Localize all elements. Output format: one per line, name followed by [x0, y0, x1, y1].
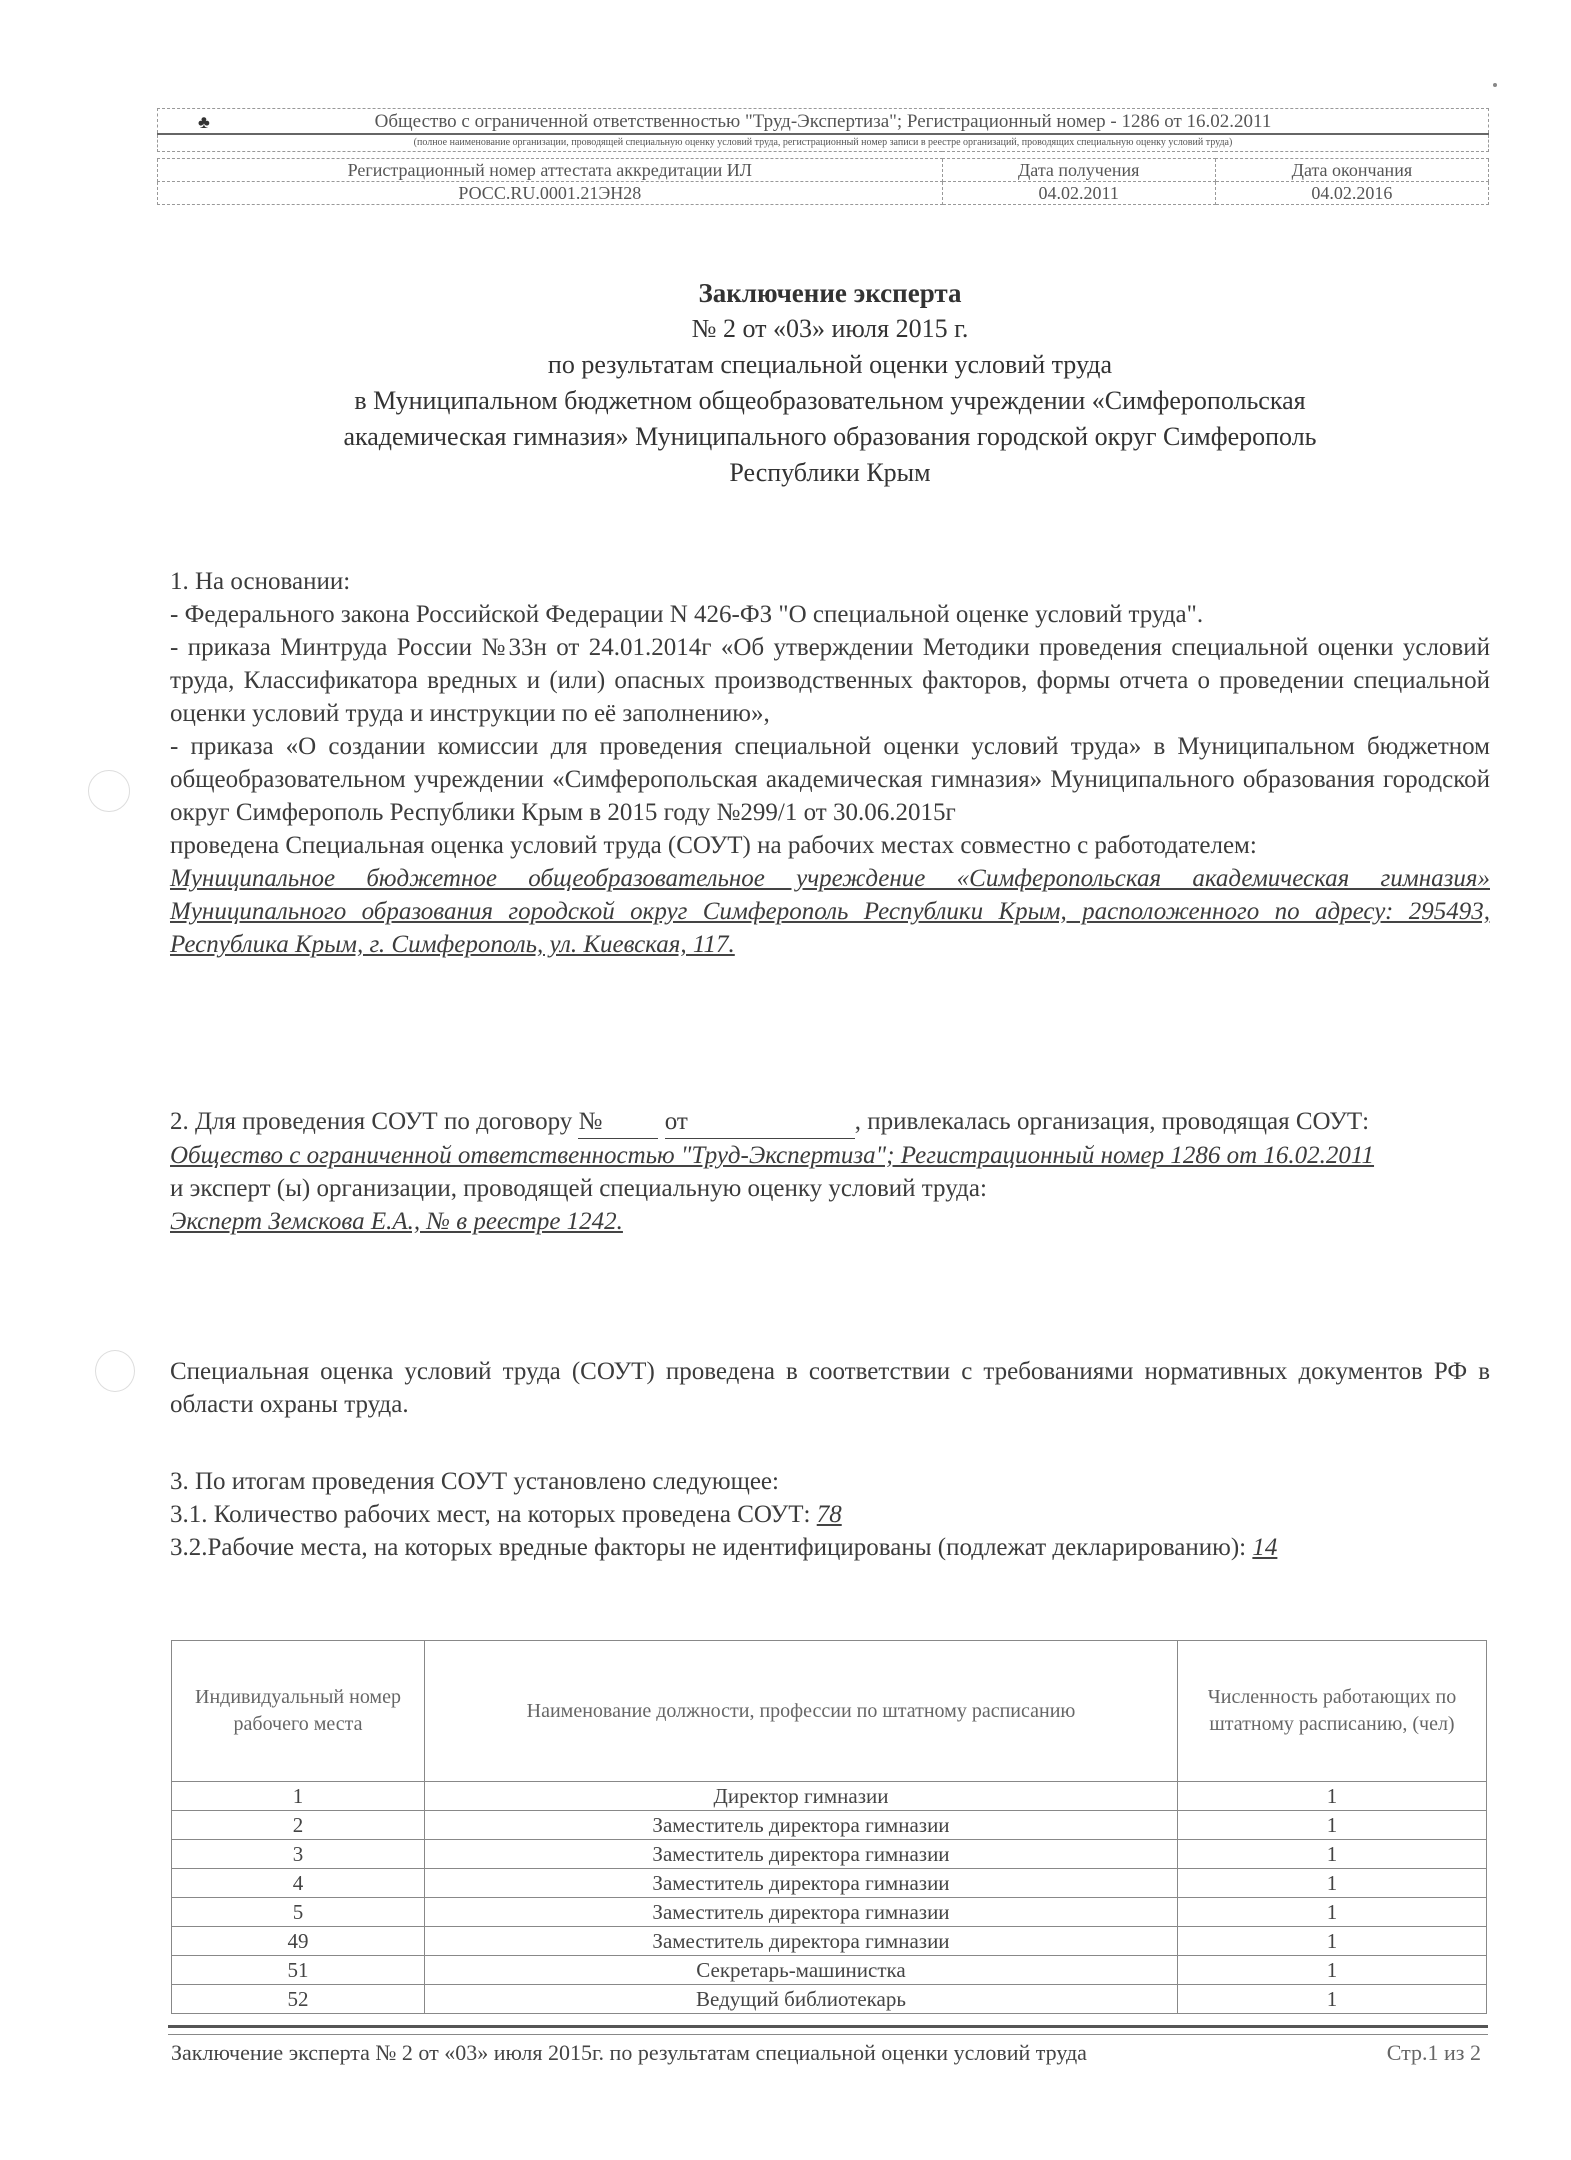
title-number-date: № 2 от «03» июля 2015 г.	[691, 314, 969, 343]
section-3	[170, 1465, 1490, 1564]
conducting-organization: Общество с ограниченной ответственностью "Труд-Экспертиза"; Регистрационный номер 1286 от 16.02.2011	[170, 1142, 1375, 1169]
organization-caption: (полное наименование организации, проводящей специальную оценку условий труда, регистрационный номер записи в реестре организаций, проводящих специальную оценку условий труда)	[158, 134, 1489, 152]
contract-number-field: №	[578, 1105, 658, 1139]
workplaces-count-value: 78	[816, 1501, 842, 1528]
table-row: 4 Заместитель директора гимназии 1	[172, 1869, 1487, 1898]
workplaces-count-label: 3.1. Количество рабочих мест, на которых проведена СОУТ:	[170, 1501, 811, 1528]
expert-name: Эксперт Земскова Е.А., № в реестре 1242.	[170, 1208, 623, 1235]
declared-count-value: 14	[1252, 1534, 1278, 1561]
table-row: 2 Заместитель директора гимназии 1	[172, 1811, 1487, 1840]
basis-item-1: - Федерального закона Российской Федерации N 426-ФЗ "О специальной оценке условий труда".	[170, 601, 1204, 628]
section-1-heading: 1. На основании:	[170, 568, 351, 595]
declared-count-label: 3.2.Рабочие места, на которых вредные факторы не идентифицированы (подлежат декларированию):	[170, 1534, 1247, 1561]
col-header-position: Наименование должности, профессии по штатному расписанию	[425, 1641, 1178, 1782]
col-header-count: Численность работающих по штатному расписанию, (чел)	[1178, 1641, 1487, 1782]
expiry-label: Дата окончания	[1215, 159, 1488, 182]
col-header-number: Индивидуальный номер рабочего места	[172, 1641, 425, 1782]
received-label: Дата получения	[942, 159, 1215, 182]
table-row: 52 Ведущий библиотекарь 1	[172, 1985, 1487, 2014]
title-subject: по результатам специальной оценки условий труда	[547, 350, 1113, 379]
title-institution-2: академическая гимназия» Муниципального образования городской округ Симферополь	[343, 422, 1317, 451]
organization-cell	[158, 109, 1489, 135]
workplaces-table	[171, 1640, 1487, 2014]
contract-prefix: 2. Для проведения СОУТ по договору	[170, 1108, 573, 1135]
footer-divider	[168, 2025, 1488, 2035]
scan-speck	[1493, 83, 1497, 87]
experts-label: и эксперт (ы) организации, проводящей специальную оценку условий труда:	[170, 1175, 987, 1202]
table-row: 3 Заместитель директора гимназии 1	[172, 1840, 1487, 1869]
contract-date-field: от	[665, 1105, 855, 1139]
logo-icon: ♣	[198, 112, 210, 132]
section-1	[170, 565, 1490, 961]
table-row: 51 Секретарь-машинистка 1	[172, 1956, 1487, 1985]
expiry-date: 04.02.2016	[1215, 182, 1488, 205]
section-3-heading: 3. По итогам проведения СОУТ установлено следующее:	[170, 1468, 779, 1495]
basis-item-3: - приказа «О создании комиссии для проведения специальной оценки условий труда» в Муниципальном бюджетном общеобразовательном учреждении «Симферопольская академическая гимназия» Муниципального образования городской округ Симферополь Республики Крым в 2015 году №299/1 от 30.06.2015г	[170, 733, 1490, 826]
document-title	[180, 275, 1480, 491]
registration-header-table	[157, 108, 1489, 205]
page-footer	[171, 2040, 1491, 2066]
table-row: 49 Заместитель директора гимназии 1	[172, 1927, 1487, 1956]
employer-name: Муниципальное бюджетное общеобразовательное учреждение «Симферопольская академическая гимназия» Муниципального образования городской округ Симферополь Республики Крым, расположенного по адресу: 295493, Республика Крым, г. Симферополь, ул. Киевская, 117.	[170, 865, 1490, 958]
contract-suffix: , привлекалась организация, проводящая СОУТ:	[854, 1108, 1370, 1135]
section-2	[170, 1105, 1490, 1238]
accreditation-label: Регистрационный номер аттестата аккредитации ИЛ	[158, 159, 943, 182]
table-row: 5 Заместитель директора гимназии 1	[172, 1898, 1487, 1927]
title-institution-1: в Муниципальном бюджетном общеобразовательном учреждении «Симферопольская	[354, 386, 1306, 415]
conducted-statement: проведена Специальная оценка условий труда (СОУТ) на рабочих местах совместно с работодателем:	[170, 832, 1257, 859]
organization-name: Общество с ограниченной ответственностью "Труд-Экспертиза"; Регистрационный номер - 1286 от 16.02.2011	[374, 111, 1272, 132]
title-heading: Заключение эксперта	[698, 278, 962, 308]
spacer	[158, 152, 1489, 159]
accreditation-number: РОСС.RU.0001.21ЭН28	[158, 182, 943, 205]
punch-hole-mark	[95, 1350, 135, 1392]
compliance-statement: Специальная оценка условий труда (СОУТ) проведена в соответствии с требованиями нормативных документов РФ в области охраны труда.	[170, 1358, 1490, 1418]
basis-item-2: - приказа Минтруда России №33н от 24.01.2014г «Об утверждении Методики проведения специальной оценки условий труда, Классификатора вредных и (или) опасных производственных факторов, формы отчета о проведении специальной оценки условий труда и инструкции по её заполнению»,	[170, 634, 1490, 727]
title-institution-3: Республики Крым	[729, 458, 931, 487]
received-date: 04.02.2011	[942, 182, 1215, 205]
footer-text: Заключение эксперта № 2 от «03» июля 2015г. по результатам специальной оценки условий труда	[171, 2040, 1087, 2065]
punch-hole-mark	[88, 770, 130, 812]
table-row: 1 Директор гимназии 1	[172, 1782, 1487, 1811]
page-number: Стр.1 из 2	[1386, 2040, 1481, 2065]
